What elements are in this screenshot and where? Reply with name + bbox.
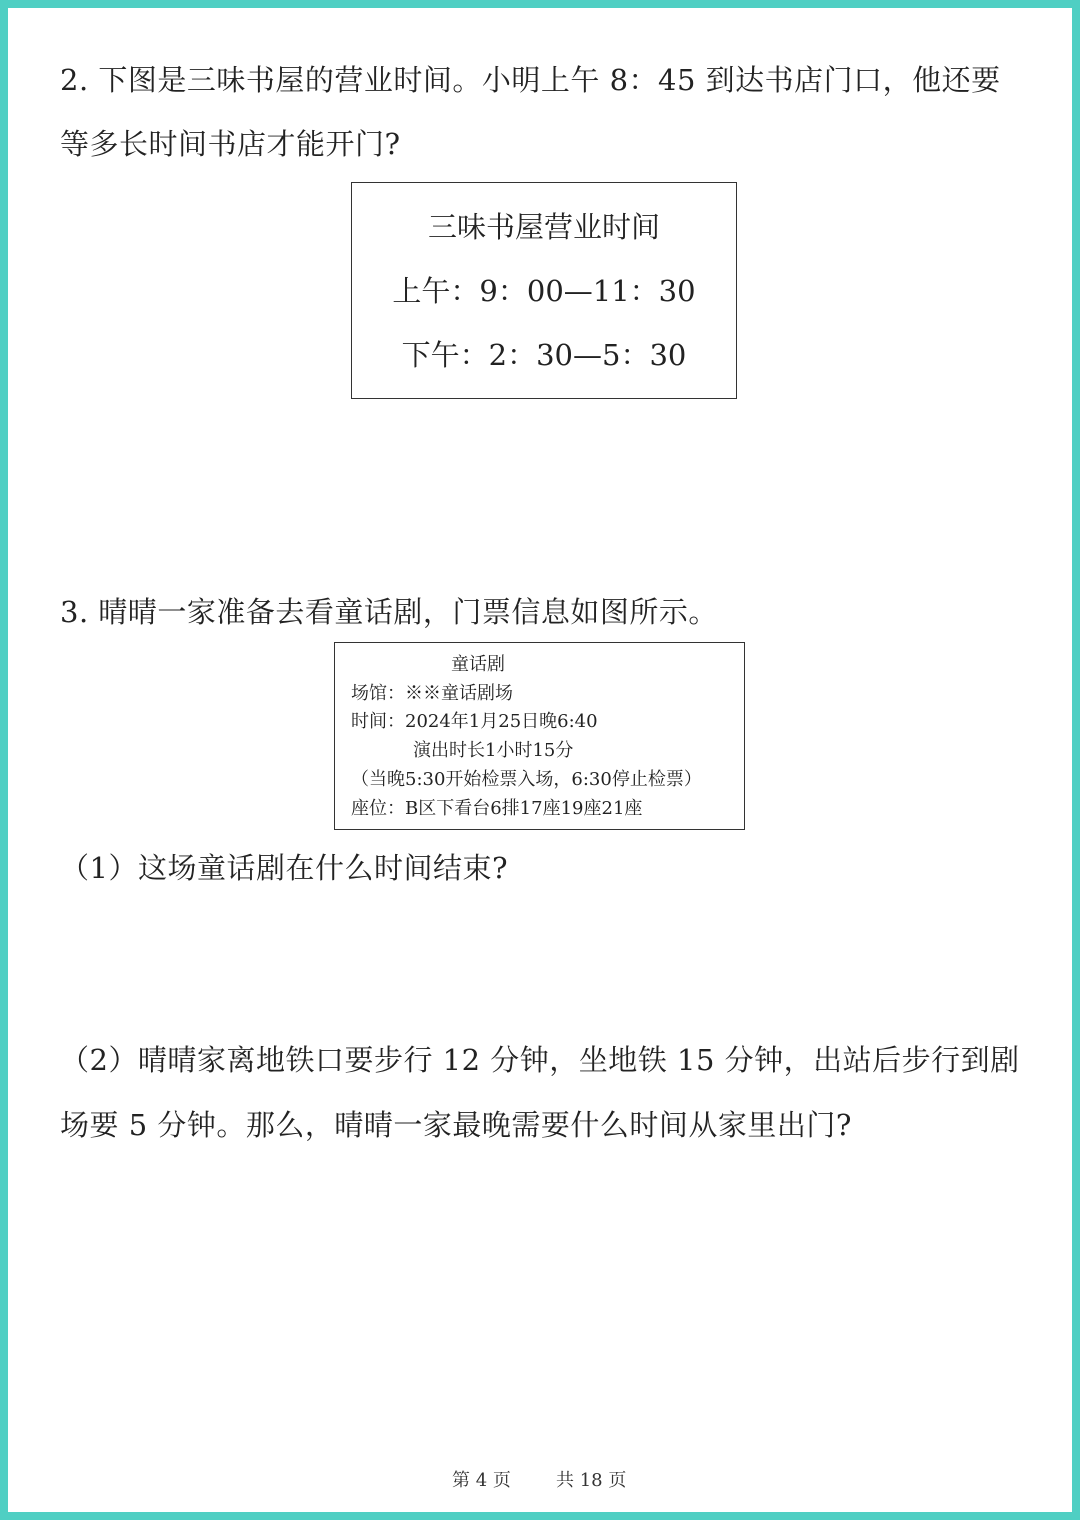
ticket-venue: 场馆：※※童话剧场: [351, 683, 513, 704]
q3-sub2-line1: （2）晴晴家离地铁口要步行 12 分钟，坐地铁 15 分钟，出站后步行到剧: [60, 1043, 1020, 1077]
sign-afternoon-hours: 下午：2：30—5：30: [401, 338, 687, 372]
page-total: 共 18 页: [556, 1470, 627, 1491]
ticket-duration: 演出时长1小时15分: [413, 740, 574, 761]
q3-sub2-line2: 场要 5 分钟。那么，晴晴一家最晚需要什么时间从家里出门?: [60, 1108, 852, 1142]
q3-intro: 3. 晴晴一家准备去看童话剧，门票信息如图所示。: [60, 595, 718, 629]
q2-line2: 等多长时间书店才能开门?: [60, 127, 401, 161]
ticket-seat: 座位：B区下看台6排17座19座21座: [351, 798, 643, 819]
ticket-title: 童话剧: [451, 654, 505, 675]
ticket-time: 时间：2024年1月25日晚6:40: [351, 711, 598, 732]
q2-line1: 2. 下图是三味书屋的营业时间。小明上午 8：45 到达书店门口，他还要: [60, 63, 1001, 97]
q3-sub1: （1）这场童话剧在什么时间结束?: [60, 851, 508, 885]
page-number: 第 4 页: [452, 1470, 511, 1491]
sign-morning-hours: 上午：9：00—11：30: [392, 274, 696, 308]
ticket-info: [334, 642, 745, 830]
bookstore-hours-sign: [351, 182, 737, 399]
ticket-checkin-note: （当晚5:30开始检票入场，6:30停止检票）: [351, 769, 702, 790]
sign-title: 三味书屋营业时间: [427, 210, 660, 244]
